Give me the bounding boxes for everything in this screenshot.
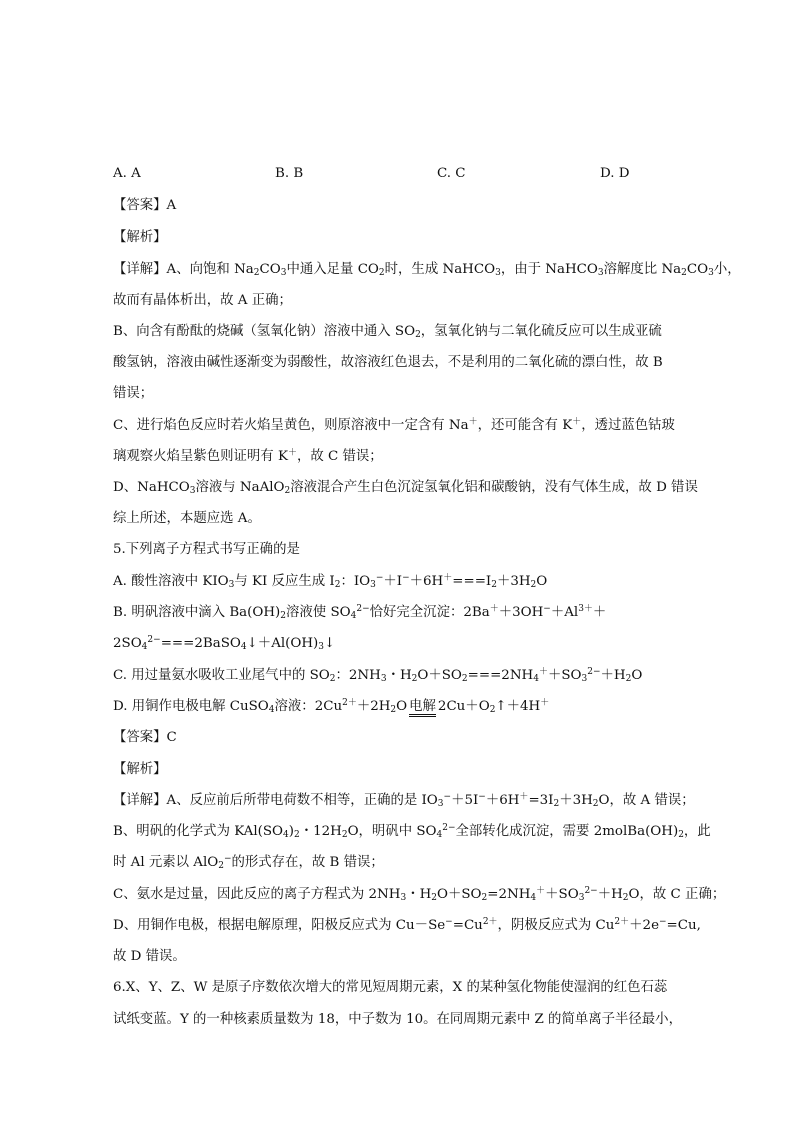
q5-analysis-heading: 【解析】 — [113, 762, 167, 777]
q4-detail-line-3: B、向含有酚酞的烧碱（氢氧化钠）溶液中通入 $SO_2$，氢氧化钠与二氧化硫反应可以生成亚硫 — [113, 324, 662, 340]
q5-detail-line-5: D、用铜作电极，根据电解原理，阳极反应式为 $Cu-Se^-=Cu^{2+}$，阴极反应式为 $Cu^{2+}+2e^-=Cu$, — [113, 917, 701, 933]
q5-option-c: C. 用过量氨水吸收工业尾气中的 $SO_2$：$2NH_3$・$H_2O+SO_2===2NH_4^++SO_3^{2-}+H_2O$ — [113, 667, 643, 684]
q5-option-b: B. 明矾溶液中滴入 $Ba(OH)_2$溶液使 $SO_4^{2-}$恰好完全沉淀：$2Ba^++3OH^-+Al^{3+}+$ — [113, 604, 607, 621]
q4-detail-line-7: 璃观察火焰呈紫色则证明有 K＋，故 C 错误； — [113, 448, 383, 464]
q6-stem-line-1: 6.X、Y、Z、W 是原子序数依次增大的常见短周期元素，X 的某种氢化物能使湿润的红色石蕊 — [113, 980, 668, 995]
q6-stem-line-2: 试纸变蓝。Y 的一种核素质量数为 18，中子数为 10。在同周期元素中 Z 的简单离子半径最小， — [113, 1012, 682, 1027]
q5-detail-line-3: 时 Al 元素以 AlO$_2$−的形式存在，故 B 错误； — [113, 854, 384, 871]
option-a: A. A — [113, 166, 141, 181]
q4-detail-line-4: 酸氢钠，溶液由碱性逐渐变为弱酸性，故溶液红色退去，不是利用的二氧化硫的漂白性，故 B — [113, 355, 663, 370]
q5-option-d: D. 用铜作电极电解 CuSO$_4$溶液：$2Cu^{2+}+2H_2O$ 电解 $2Cu+O_2↑+4H^+$ — [113, 698, 550, 715]
q5-detail-line-6: 故 D 错误。 — [113, 949, 186, 964]
q4-answer: 【答案】A — [113, 198, 177, 213]
q4-analysis-heading: 【解析】 — [113, 230, 167, 245]
q5-detail-line-1: 【详解】A、反应前后所带电荷数不相等，正确的是 $IO_3^-+5I^-+6H^+=3I_2+3H_2O$，故 A 错误； — [113, 792, 695, 809]
q5-detail-line-4: C、氨水是过量，因此反应的离子方程式为 $2NH_3$・$H_2O+SO_2=2NH_4^++SO_3^{2-}+H_2O$，故 C 正确； — [113, 886, 726, 903]
q4-detail-line-6: C、进行焰色反应时若火焰呈黄色，则原溶液中一定含有 Na＋，还可能含有 K＋，透过蓝色钴玻 — [113, 417, 675, 433]
electrolysis-condition: 电解 — [407, 697, 438, 717]
q5-stem: 5.下列离子方程式书写正确的是 — [113, 542, 300, 557]
q4-detail-line-8: D、NaHCO$_3$溶液与 NaAlO$_2$溶液混合产生白色沉淀氢氧化铝和碳酸钠，没有气体生成，故 D 错误 — [113, 480, 698, 496]
q4-detail-line-1: 【详解】A、向饱和 $Na_2CO_3$中通入足量 $CO_2$时，生成 NaHCO$_3$，由于 NaHCO$_3$溶解度比 $Na_2CO_3$小， — [113, 262, 741, 278]
q5-detail-line-2: B、明矾的化学式为 $KAl(SO_4)_2$・$12H_2O$，明矾中 $SO_4^{2-}$全部转化成沉淀，需要 $2molBa(OH)_2$，此 — [113, 823, 711, 840]
q5-option-a: A. 酸性溶液中 $KIO_3$与 KI 反应生成 $I_2$：$IO_3^-+I^-+6H^+===I_2+3H_2O$ — [113, 573, 548, 590]
q4-detail-line-2: 故而有晶体析出，故 A 正确； — [113, 293, 292, 308]
q4-detail-line-9: 综上所述，本题应选 A。 — [113, 511, 261, 526]
option-d: D. D — [600, 166, 630, 181]
q5-option-b-cont: $2SO_4^{2-}===2BaSO_4↓+Al(OH)_3↓$ — [113, 635, 336, 652]
option-c: C. C — [437, 166, 466, 181]
option-b: B. B — [275, 166, 304, 181]
q4-detail-line-5: 错误； — [113, 386, 154, 401]
q5-answer: 【答案】C — [113, 730, 177, 745]
